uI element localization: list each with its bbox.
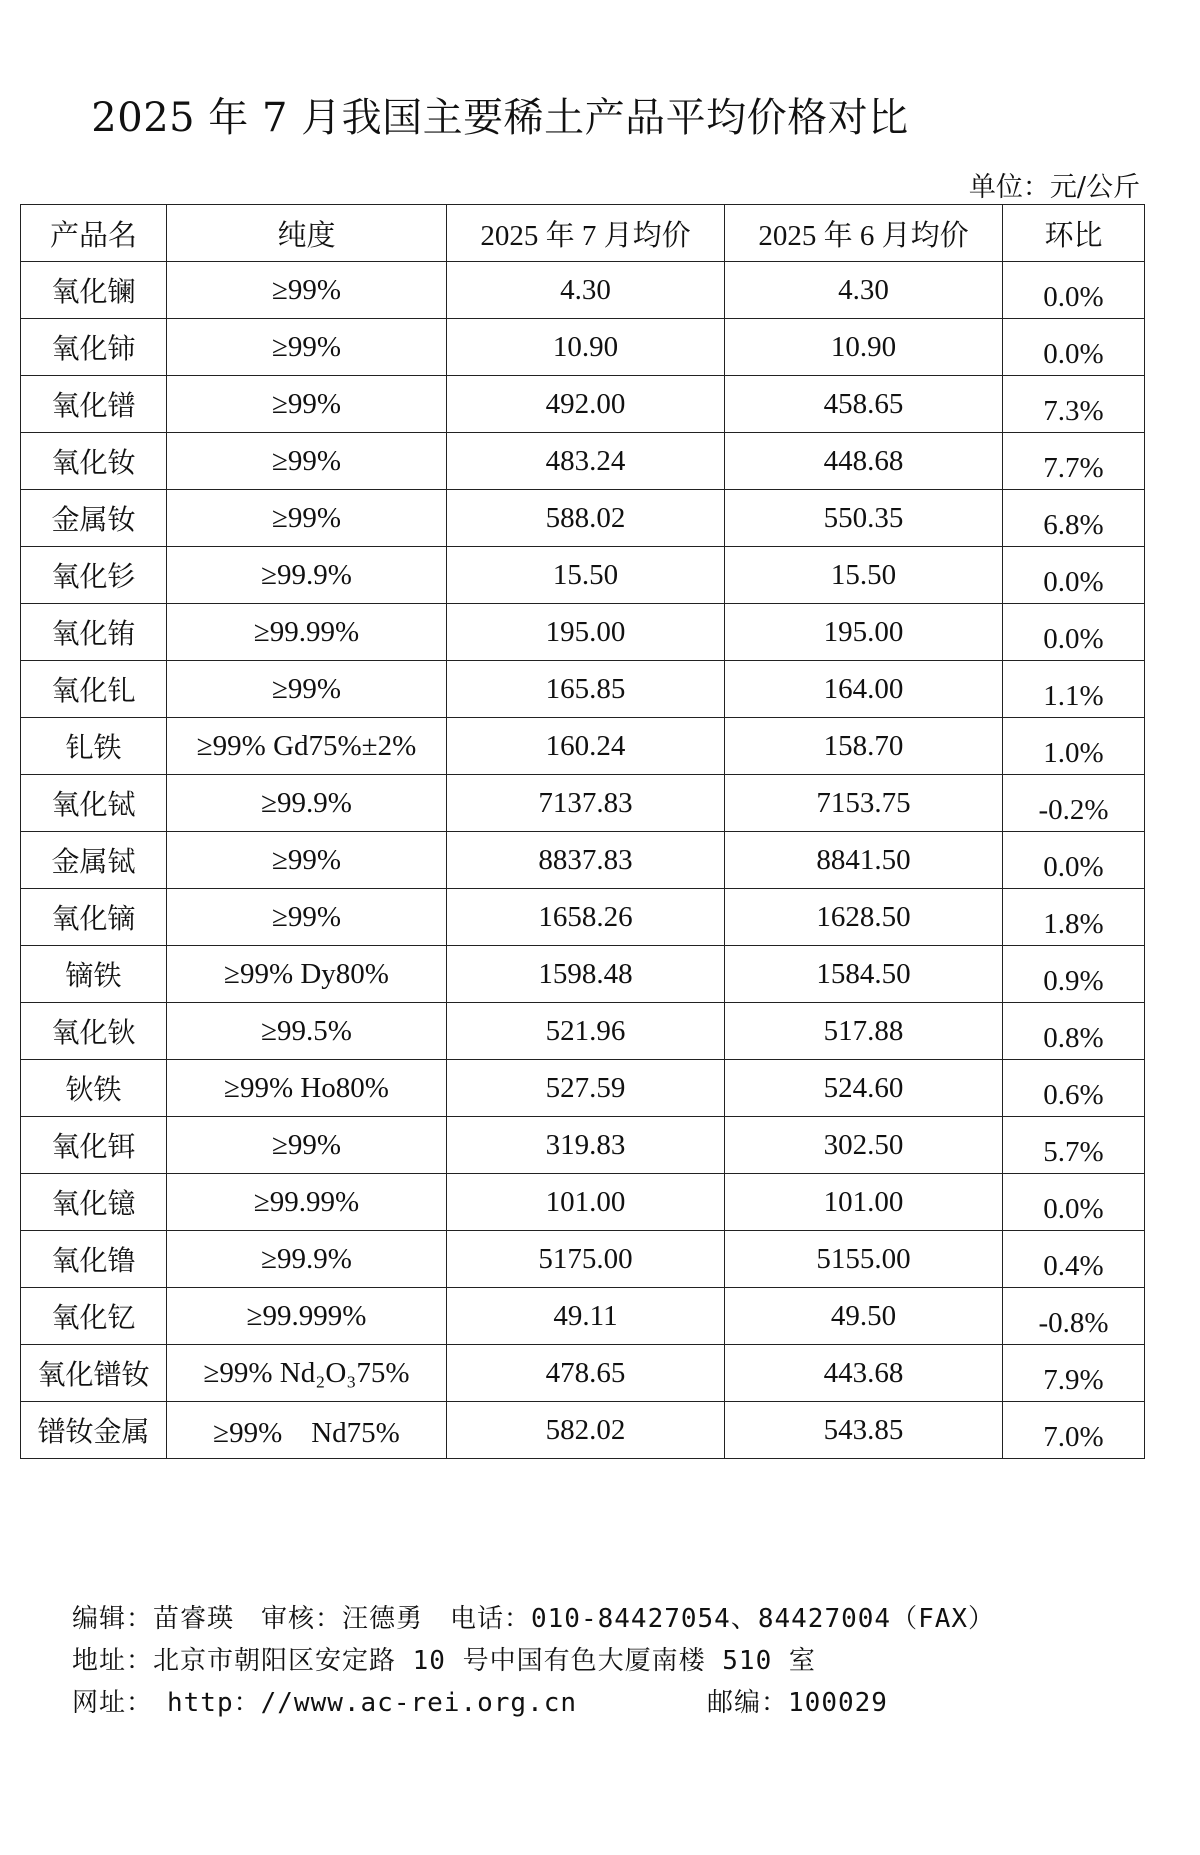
mom-change-cell: 0.0% bbox=[1003, 604, 1145, 661]
table-row bbox=[21, 1174, 1145, 1231]
mom-change-cell: 0.6% bbox=[1003, 1060, 1145, 1117]
july-price-cell: 7137.83 bbox=[447, 775, 725, 832]
mom-change-cell: 7.3% bbox=[1003, 376, 1145, 433]
footer-website: 网址： http：//www.ac-rei.org.cn bbox=[72, 1688, 578, 1718]
table-row bbox=[21, 718, 1145, 775]
footer bbox=[72, 1598, 995, 1724]
unit-label: 单位：元/公斤 bbox=[968, 172, 1140, 203]
product-name-cell: 氧化镝 bbox=[21, 889, 167, 946]
purity-cell: ≥99% bbox=[167, 433, 447, 490]
product-name-cell: 氧化铕 bbox=[21, 604, 167, 661]
page-title: 2025 年 7 月我国主要稀土产品平均价格对比 bbox=[91, 95, 909, 141]
mom-change-cell: 7.0% bbox=[1003, 1402, 1145, 1459]
july-price-cell: 1598.48 bbox=[447, 946, 725, 1003]
product-name-cell: 氧化钕 bbox=[21, 433, 167, 490]
july-price-cell: 160.24 bbox=[447, 718, 725, 775]
table-row bbox=[21, 1117, 1145, 1174]
table-row bbox=[21, 946, 1145, 1003]
july-price-cell: 15.50 bbox=[447, 547, 725, 604]
june-price-cell: 158.70 bbox=[725, 718, 1003, 775]
table-row bbox=[21, 490, 1145, 547]
purity-cell: ≥99% bbox=[167, 661, 447, 718]
purity-cell: ≥99% bbox=[167, 889, 447, 946]
table-row bbox=[21, 1288, 1145, 1345]
table-row bbox=[21, 547, 1145, 604]
june-price-cell: 10.90 bbox=[725, 319, 1003, 376]
mom-change-cell: 5.7% bbox=[1003, 1117, 1145, 1174]
purity-cell: ≥99.999% bbox=[167, 1288, 447, 1345]
june-price-cell: 1584.50 bbox=[725, 946, 1003, 1003]
mom-change-cell: 0.0% bbox=[1003, 262, 1145, 319]
purity-cell: ≥99% Dy80% bbox=[167, 946, 447, 1003]
purity-cell: ≥99% Ho80% bbox=[167, 1060, 447, 1117]
mom-change-cell: -0.2% bbox=[1003, 775, 1145, 832]
july-price-cell: 195.00 bbox=[447, 604, 725, 661]
table-row bbox=[21, 889, 1145, 946]
june-price-cell: 4.30 bbox=[725, 262, 1003, 319]
july-price-cell: 49.11 bbox=[447, 1288, 725, 1345]
table-row bbox=[21, 433, 1145, 490]
table-row bbox=[21, 604, 1145, 661]
purity-cell: ≥99% Nd75% bbox=[167, 1402, 447, 1459]
june-price-cell: 458.65 bbox=[725, 376, 1003, 433]
header-month-on-month: 环比 bbox=[1003, 205, 1145, 262]
june-price-cell: 443.68 bbox=[725, 1345, 1003, 1402]
product-name-cell: 氧化钐 bbox=[21, 547, 167, 604]
purity-cell: ≥99.99% bbox=[167, 604, 447, 661]
purity-cell: ≥99.5% bbox=[167, 1003, 447, 1060]
june-price-cell: 101.00 bbox=[725, 1174, 1003, 1231]
purity-cell: ≥99% bbox=[167, 319, 447, 376]
june-price-cell: 524.60 bbox=[725, 1060, 1003, 1117]
june-price-cell: 517.88 bbox=[725, 1003, 1003, 1060]
june-price-cell: 8841.50 bbox=[725, 832, 1003, 889]
mom-change-cell: 7.9% bbox=[1003, 1345, 1145, 1402]
table-body bbox=[21, 262, 1145, 1459]
mom-change-cell: 1.1% bbox=[1003, 661, 1145, 718]
table-row bbox=[21, 661, 1145, 718]
july-price-cell: 527.59 bbox=[447, 1060, 725, 1117]
product-name-cell: 氧化铒 bbox=[21, 1117, 167, 1174]
mom-change-cell: 0.9% bbox=[1003, 946, 1145, 1003]
mom-change-cell: 1.0% bbox=[1003, 718, 1145, 775]
mom-change-cell: 0.4% bbox=[1003, 1231, 1145, 1288]
product-name-cell: 氧化钬 bbox=[21, 1003, 167, 1060]
table-row bbox=[21, 1231, 1145, 1288]
purity-cell: ≥99% Gd75%±2% bbox=[167, 718, 447, 775]
july-price-cell: 588.02 bbox=[447, 490, 725, 547]
july-price-cell: 492.00 bbox=[447, 376, 725, 433]
july-price-cell: 10.90 bbox=[447, 319, 725, 376]
table-row bbox=[21, 376, 1145, 433]
june-price-cell: 7153.75 bbox=[725, 775, 1003, 832]
purity-cell: ≥99.9% bbox=[167, 547, 447, 604]
product-name-cell: 氧化钇 bbox=[21, 1288, 167, 1345]
purity-cell: ≥99.99% bbox=[167, 1174, 447, 1231]
july-price-cell: 483.24 bbox=[447, 433, 725, 490]
purity-cell: ≥99% bbox=[167, 376, 447, 433]
footer-editor-line: 编辑：苗睿瑛 审核：汪德勇 电话：010-84427054、84427004（FAX） bbox=[72, 1604, 996, 1634]
table-row bbox=[21, 1345, 1145, 1402]
product-name-cell: 氧化镨 bbox=[21, 376, 167, 433]
footer-address-line: 地址：北京市朝阳区安定路 10 号中国有色大厦南楼 510 室 bbox=[72, 1646, 816, 1676]
header-june-avg-price: 2025 年 6 月均价 bbox=[725, 205, 1003, 262]
purity-cell: ≥99% bbox=[167, 832, 447, 889]
mom-change-cell: 0.0% bbox=[1003, 832, 1145, 889]
table-row bbox=[21, 775, 1145, 832]
mom-change-cell: -0.8% bbox=[1003, 1288, 1145, 1345]
table-row bbox=[21, 262, 1145, 319]
product-name-cell: 氧化铽 bbox=[21, 775, 167, 832]
purity-cell: ≥99% bbox=[167, 262, 447, 319]
mom-change-cell: 1.8% bbox=[1003, 889, 1145, 946]
product-name-cell: 镝铁 bbox=[21, 946, 167, 1003]
july-price-cell: 478.65 bbox=[447, 1345, 725, 1402]
header-product-name: 产品名 bbox=[21, 205, 167, 262]
table-row bbox=[21, 1060, 1145, 1117]
june-price-cell: 5155.00 bbox=[725, 1231, 1003, 1288]
table-row bbox=[21, 832, 1145, 889]
product-name-cell: 金属铽 bbox=[21, 832, 167, 889]
june-price-cell: 302.50 bbox=[725, 1117, 1003, 1174]
june-price-cell: 15.50 bbox=[725, 547, 1003, 604]
june-price-cell: 543.85 bbox=[725, 1402, 1003, 1459]
product-name-cell: 金属钕 bbox=[21, 490, 167, 547]
product-name-cell: 氧化钆 bbox=[21, 661, 167, 718]
purity-cell: ≥99.9% bbox=[167, 775, 447, 832]
mom-change-cell: 0.8% bbox=[1003, 1003, 1145, 1060]
june-price-cell: 448.68 bbox=[725, 433, 1003, 490]
mom-change-cell: 7.7% bbox=[1003, 433, 1145, 490]
price-table bbox=[20, 204, 1145, 1459]
july-price-cell: 582.02 bbox=[447, 1402, 725, 1459]
product-name-cell: 氧化镨钕 bbox=[21, 1345, 167, 1402]
product-name-cell: 氧化镧 bbox=[21, 262, 167, 319]
mom-change-cell: 0.0% bbox=[1003, 547, 1145, 604]
product-name-cell: 氧化镱 bbox=[21, 1174, 167, 1231]
product-name-cell: 钆铁 bbox=[21, 718, 167, 775]
purity-cell: ≥99.9% bbox=[167, 1231, 447, 1288]
mom-change-cell: 0.0% bbox=[1003, 319, 1145, 376]
header-july-avg-price: 2025 年 7 月均价 bbox=[447, 205, 725, 262]
june-price-cell: 550.35 bbox=[725, 490, 1003, 547]
mom-change-cell: 0.0% bbox=[1003, 1174, 1145, 1231]
product-name-cell: 钬铁 bbox=[21, 1060, 167, 1117]
purity-cell: ≥99% Nd₂O₃75% bbox=[167, 1345, 447, 1402]
footer-postcode: 邮编：100029 bbox=[707, 1688, 888, 1718]
june-price-cell: 1628.50 bbox=[725, 889, 1003, 946]
mom-change-cell: 6.8% bbox=[1003, 490, 1145, 547]
purity-cell: ≥99% bbox=[167, 490, 447, 547]
july-price-cell: 521.96 bbox=[447, 1003, 725, 1060]
july-price-cell: 101.00 bbox=[447, 1174, 725, 1231]
june-price-cell: 49.50 bbox=[725, 1288, 1003, 1345]
july-price-cell: 1658.26 bbox=[447, 889, 725, 946]
july-price-cell: 165.85 bbox=[447, 661, 725, 718]
june-price-cell: 195.00 bbox=[725, 604, 1003, 661]
table-row bbox=[21, 1402, 1145, 1459]
product-name-cell: 镨钕金属 bbox=[21, 1402, 167, 1459]
table-row bbox=[21, 1003, 1145, 1060]
july-price-cell: 5175.00 bbox=[447, 1231, 725, 1288]
product-name-cell: 氧化镥 bbox=[21, 1231, 167, 1288]
june-price-cell: 164.00 bbox=[725, 661, 1003, 718]
july-price-cell: 8837.83 bbox=[447, 832, 725, 889]
table-header-row bbox=[21, 205, 1145, 262]
purity-cell: ≥99% bbox=[167, 1117, 447, 1174]
july-price-cell: 4.30 bbox=[447, 262, 725, 319]
header-purity: 纯度 bbox=[167, 205, 447, 262]
table-row bbox=[21, 319, 1145, 376]
product-name-cell: 氧化铈 bbox=[21, 319, 167, 376]
footer-website-line bbox=[72, 1682, 995, 1724]
july-price-cell: 319.83 bbox=[447, 1117, 725, 1174]
